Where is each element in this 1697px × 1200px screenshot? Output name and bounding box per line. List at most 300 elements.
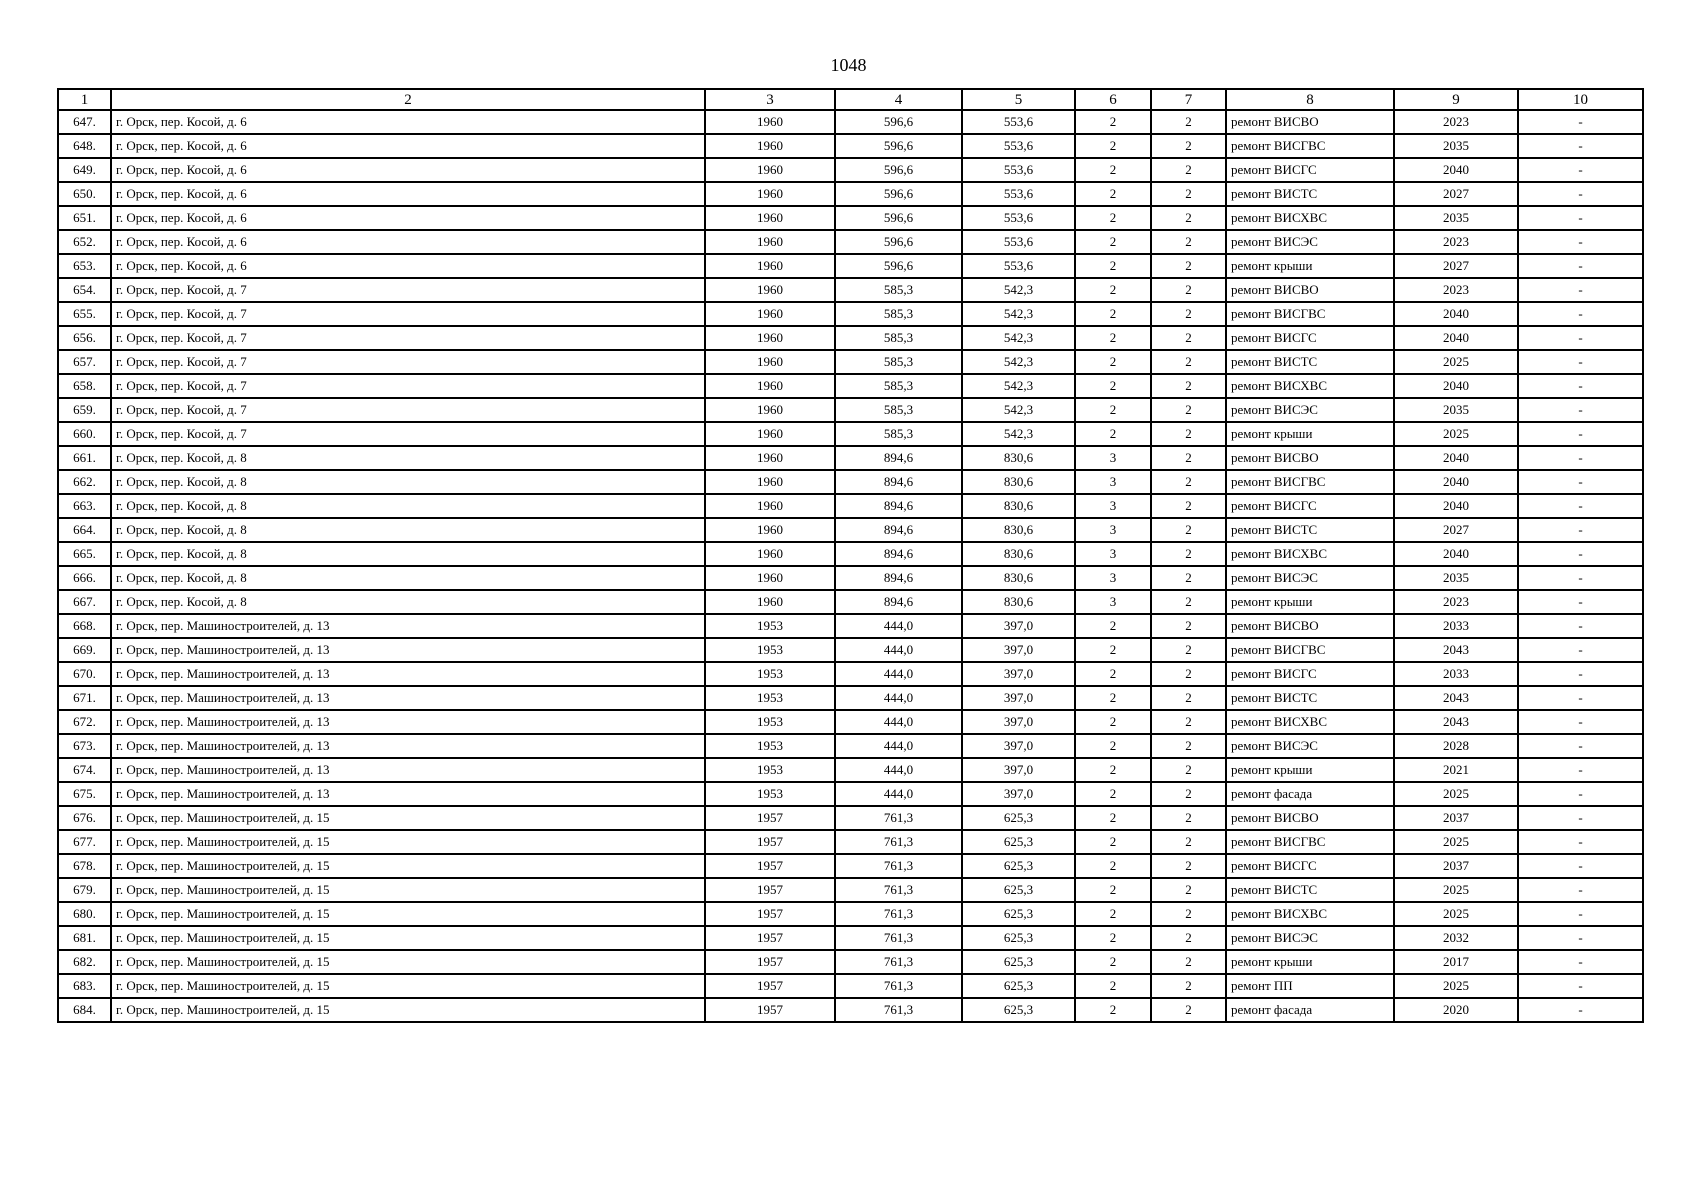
year-built-cell: 1960 [705, 302, 835, 326]
entrances-cell: 2 [1151, 878, 1226, 902]
row-number-cell: 664. [58, 518, 111, 542]
year-built-cell: 1953 [705, 734, 835, 758]
year-built-cell: 1957 [705, 950, 835, 974]
note-cell: - [1518, 878, 1643, 902]
address-cell: г. Орск, пер. Косой, д. 6 [111, 206, 705, 230]
entrances-cell: 2 [1151, 518, 1226, 542]
planned-year-cell: 2023 [1394, 278, 1518, 302]
living-area-cell: 397,0 [962, 782, 1075, 806]
floors-cell: 3 [1075, 518, 1151, 542]
entrances-cell: 2 [1151, 470, 1226, 494]
total-area-cell: 585,3 [835, 278, 962, 302]
planned-year-cell: 2023 [1394, 590, 1518, 614]
total-area-cell: 596,6 [835, 158, 962, 182]
work-type-cell: ремонт крыши [1226, 950, 1394, 974]
planned-year-cell: 2020 [1394, 998, 1518, 1022]
floors-cell: 3 [1075, 446, 1151, 470]
year-built-cell: 1957 [705, 830, 835, 854]
address-cell: г. Орск, пер. Машиностроителей, д. 15 [111, 926, 705, 950]
year-built-cell: 1960 [705, 374, 835, 398]
address-cell: г. Орск, пер. Косой, д. 6 [111, 158, 705, 182]
column-header: 1 [58, 89, 111, 110]
work-type-cell: ремонт ВИСГВС [1226, 302, 1394, 326]
work-type-cell: ремонт фасада [1226, 998, 1394, 1022]
address-cell: г. Орск, пер. Косой, д. 6 [111, 182, 705, 206]
row-number-cell: 655. [58, 302, 111, 326]
entrances-cell: 2 [1151, 326, 1226, 350]
floors-cell: 2 [1075, 182, 1151, 206]
total-area-cell: 596,6 [835, 182, 962, 206]
living-area-cell: 542,3 [962, 302, 1075, 326]
work-type-cell: ремонт ВИСГС [1226, 854, 1394, 878]
address-cell: г. Орск, пер. Косой, д. 6 [111, 110, 705, 134]
total-area-cell: 596,6 [835, 134, 962, 158]
planned-year-cell: 2027 [1394, 518, 1518, 542]
living-area-cell: 830,6 [962, 566, 1075, 590]
address-cell: г. Орск, пер. Машиностроителей, д. 15 [111, 998, 705, 1022]
address-cell: г. Орск, пер. Машиностроителей, д. 15 [111, 950, 705, 974]
year-built-cell: 1960 [705, 158, 835, 182]
total-area-cell: 894,6 [835, 566, 962, 590]
entrances-cell: 2 [1151, 998, 1226, 1022]
note-cell: - [1518, 782, 1643, 806]
floors-cell: 2 [1075, 806, 1151, 830]
work-type-cell: ремонт ВИСТС [1226, 686, 1394, 710]
work-type-cell: ремонт ВИСЭС [1226, 734, 1394, 758]
column-header: 8 [1226, 89, 1394, 110]
work-type-cell: ремонт ВИСГВС [1226, 638, 1394, 662]
year-built-cell: 1960 [705, 278, 835, 302]
row-number-cell: 667. [58, 590, 111, 614]
year-built-cell: 1957 [705, 998, 835, 1022]
table-row [58, 494, 1643, 518]
total-area-cell: 761,3 [835, 950, 962, 974]
year-built-cell: 1960 [705, 566, 835, 590]
total-area-cell: 761,3 [835, 902, 962, 926]
note-cell: - [1518, 206, 1643, 230]
row-number-cell: 657. [58, 350, 111, 374]
column-header: 5 [962, 89, 1075, 110]
total-area-cell: 761,3 [835, 806, 962, 830]
floors-cell: 2 [1075, 638, 1151, 662]
row-number-cell: 654. [58, 278, 111, 302]
planned-year-cell: 2033 [1394, 614, 1518, 638]
entrances-cell: 2 [1151, 110, 1226, 134]
address-cell: г. Орск, пер. Косой, д. 8 [111, 566, 705, 590]
entrances-cell: 2 [1151, 614, 1226, 638]
note-cell: - [1518, 422, 1643, 446]
work-type-cell: ремонт крыши [1226, 254, 1394, 278]
work-type-cell: ремонт ПП [1226, 974, 1394, 998]
planned-year-cell: 2035 [1394, 566, 1518, 590]
entrances-cell: 2 [1151, 950, 1226, 974]
year-built-cell: 1960 [705, 590, 835, 614]
floors-cell: 2 [1075, 134, 1151, 158]
floors-cell: 2 [1075, 662, 1151, 686]
total-area-cell: 444,0 [835, 758, 962, 782]
table-row [58, 542, 1643, 566]
year-built-cell: 1960 [705, 110, 835, 134]
year-built-cell: 1953 [705, 614, 835, 638]
year-built-cell: 1960 [705, 206, 835, 230]
total-area-cell: 444,0 [835, 782, 962, 806]
total-area-cell: 585,3 [835, 374, 962, 398]
total-area-cell: 761,3 [835, 926, 962, 950]
floors-cell: 2 [1075, 950, 1151, 974]
total-area-cell: 585,3 [835, 398, 962, 422]
entrances-cell: 2 [1151, 350, 1226, 374]
column-header: 4 [835, 89, 962, 110]
floors-cell: 2 [1075, 302, 1151, 326]
planned-year-cell: 2043 [1394, 710, 1518, 734]
table-row [58, 182, 1643, 206]
note-cell: - [1518, 326, 1643, 350]
planned-year-cell: 2025 [1394, 974, 1518, 998]
work-type-cell: ремонт ВИСВО [1226, 278, 1394, 302]
planned-year-cell: 2040 [1394, 494, 1518, 518]
floors-cell: 2 [1075, 398, 1151, 422]
entrances-cell: 2 [1151, 182, 1226, 206]
floors-cell: 2 [1075, 782, 1151, 806]
planned-year-cell: 2027 [1394, 182, 1518, 206]
planned-year-cell: 2043 [1394, 638, 1518, 662]
address-cell: г. Орск, пер. Машиностроителей, д. 15 [111, 806, 705, 830]
living-area-cell: 625,3 [962, 950, 1075, 974]
row-number-cell: 663. [58, 494, 111, 518]
entrances-cell: 2 [1151, 782, 1226, 806]
entrances-cell: 2 [1151, 662, 1226, 686]
table-row [58, 998, 1643, 1022]
column-header: 2 [111, 89, 705, 110]
planned-year-cell: 2025 [1394, 902, 1518, 926]
row-number-cell: 672. [58, 710, 111, 734]
table-row [58, 566, 1643, 590]
year-built-cell: 1957 [705, 806, 835, 830]
planned-year-cell: 2032 [1394, 926, 1518, 950]
floors-cell: 3 [1075, 542, 1151, 566]
floors-cell: 2 [1075, 926, 1151, 950]
address-cell: г. Орск, пер. Косой, д. 8 [111, 542, 705, 566]
living-area-cell: 830,6 [962, 470, 1075, 494]
planned-year-cell: 2023 [1394, 110, 1518, 134]
row-number-cell: 656. [58, 326, 111, 350]
address-cell: г. Орск, пер. Косой, д. 8 [111, 590, 705, 614]
note-cell: - [1518, 734, 1643, 758]
living-area-cell: 397,0 [962, 758, 1075, 782]
work-type-cell: ремонт ВИСГС [1226, 326, 1394, 350]
living-area-cell: 625,3 [962, 974, 1075, 998]
entrances-cell: 2 [1151, 446, 1226, 470]
year-built-cell: 1957 [705, 878, 835, 902]
work-type-cell: ремонт ВИСГВС [1226, 470, 1394, 494]
row-number-cell: 677. [58, 830, 111, 854]
work-type-cell: ремонт ВИСГС [1226, 494, 1394, 518]
table-row [58, 926, 1643, 950]
floors-cell: 2 [1075, 878, 1151, 902]
work-type-cell: ремонт ВИСГВС [1226, 134, 1394, 158]
table-row [58, 950, 1643, 974]
planned-year-cell: 2043 [1394, 686, 1518, 710]
note-cell: - [1518, 110, 1643, 134]
total-area-cell: 894,6 [835, 518, 962, 542]
work-type-cell: ремонт ВИСЭС [1226, 230, 1394, 254]
work-type-cell: ремонт ВИСГС [1226, 662, 1394, 686]
work-type-cell: ремонт ВИСТС [1226, 878, 1394, 902]
table-row [58, 422, 1643, 446]
table-row [58, 974, 1643, 998]
note-cell: - [1518, 398, 1643, 422]
table-row [58, 374, 1643, 398]
floors-cell: 3 [1075, 470, 1151, 494]
work-type-cell: ремонт ВИСВО [1226, 614, 1394, 638]
living-area-cell: 553,6 [962, 254, 1075, 278]
living-area-cell: 553,6 [962, 110, 1075, 134]
address-cell: г. Орск, пер. Косой, д. 8 [111, 518, 705, 542]
planned-year-cell: 2025 [1394, 782, 1518, 806]
year-built-cell: 1960 [705, 494, 835, 518]
row-number-cell: 666. [58, 566, 111, 590]
note-cell: - [1518, 494, 1643, 518]
table-row [58, 806, 1643, 830]
work-type-cell: ремонт ВИСЭС [1226, 926, 1394, 950]
row-number-cell: 650. [58, 182, 111, 206]
entrances-cell: 2 [1151, 686, 1226, 710]
address-cell: г. Орск, пер. Косой, д. 8 [111, 470, 705, 494]
note-cell: - [1518, 566, 1643, 590]
living-area-cell: 625,3 [962, 854, 1075, 878]
planned-year-cell: 2040 [1394, 326, 1518, 350]
row-number-cell: 674. [58, 758, 111, 782]
entrances-cell: 2 [1151, 230, 1226, 254]
floors-cell: 2 [1075, 854, 1151, 878]
entrances-cell: 2 [1151, 158, 1226, 182]
table-row [58, 134, 1643, 158]
entrances-cell: 2 [1151, 206, 1226, 230]
living-area-cell: 397,0 [962, 734, 1075, 758]
floors-cell: 3 [1075, 590, 1151, 614]
column-header: 6 [1075, 89, 1151, 110]
row-number-cell: 684. [58, 998, 111, 1022]
column-header: 3 [705, 89, 835, 110]
living-area-cell: 542,3 [962, 326, 1075, 350]
table-row [58, 350, 1643, 374]
year-built-cell: 1957 [705, 854, 835, 878]
total-area-cell: 444,0 [835, 734, 962, 758]
total-area-cell: 596,6 [835, 254, 962, 278]
entrances-cell: 2 [1151, 374, 1226, 398]
entrances-cell: 2 [1151, 926, 1226, 950]
note-cell: - [1518, 230, 1643, 254]
address-cell: г. Орск, пер. Косой, д. 7 [111, 278, 705, 302]
entrances-cell: 2 [1151, 854, 1226, 878]
floors-cell: 2 [1075, 710, 1151, 734]
living-area-cell: 553,6 [962, 134, 1075, 158]
note-cell: - [1518, 158, 1643, 182]
entrances-cell: 2 [1151, 902, 1226, 926]
total-area-cell: 894,6 [835, 542, 962, 566]
living-area-cell: 625,3 [962, 878, 1075, 902]
planned-year-cell: 2025 [1394, 878, 1518, 902]
note-cell: - [1518, 662, 1643, 686]
note-cell: - [1518, 638, 1643, 662]
total-area-cell: 761,3 [835, 830, 962, 854]
table-body [58, 110, 1643, 1022]
address-cell: г. Орск, пер. Машиностроителей, д. 13 [111, 758, 705, 782]
table-row [58, 902, 1643, 926]
column-number-header-row [58, 89, 1643, 110]
total-area-cell: 761,3 [835, 998, 962, 1022]
year-built-cell: 1960 [705, 446, 835, 470]
address-cell: г. Орск, пер. Машиностроителей, д. 13 [111, 614, 705, 638]
address-cell: г. Орск, пер. Машиностроителей, д. 13 [111, 638, 705, 662]
note-cell: - [1518, 998, 1643, 1022]
table-row [58, 782, 1643, 806]
total-area-cell: 894,6 [835, 494, 962, 518]
row-number-cell: 668. [58, 614, 111, 638]
note-cell: - [1518, 254, 1643, 278]
planned-year-cell: 2035 [1394, 134, 1518, 158]
total-area-cell: 444,0 [835, 614, 962, 638]
living-area-cell: 397,0 [962, 614, 1075, 638]
table-row [58, 230, 1643, 254]
table-row [58, 734, 1643, 758]
page-number: 1048 [830, 55, 867, 75]
row-number-cell: 681. [58, 926, 111, 950]
table-row [58, 686, 1643, 710]
row-number-cell: 670. [58, 662, 111, 686]
row-number-cell: 682. [58, 950, 111, 974]
total-area-cell: 596,6 [835, 206, 962, 230]
year-built-cell: 1960 [705, 134, 835, 158]
address-cell: г. Орск, пер. Косой, д. 7 [111, 398, 705, 422]
floors-cell: 2 [1075, 422, 1151, 446]
floors-cell: 2 [1075, 974, 1151, 998]
planned-year-cell: 2040 [1394, 470, 1518, 494]
entrances-cell: 2 [1151, 806, 1226, 830]
address-cell: г. Орск, пер. Косой, д. 7 [111, 422, 705, 446]
work-type-cell: ремонт ВИСХВС [1226, 206, 1394, 230]
note-cell: - [1518, 830, 1643, 854]
year-built-cell: 1960 [705, 470, 835, 494]
floors-cell: 2 [1075, 206, 1151, 230]
total-area-cell: 761,3 [835, 878, 962, 902]
planned-year-cell: 2025 [1394, 830, 1518, 854]
living-area-cell: 625,3 [962, 998, 1075, 1022]
living-area-cell: 542,3 [962, 398, 1075, 422]
year-built-cell: 1960 [705, 542, 835, 566]
note-cell: - [1518, 182, 1643, 206]
address-cell: г. Орск, пер. Машиностроителей, д. 15 [111, 830, 705, 854]
work-type-cell: ремонт ВИСТС [1226, 182, 1394, 206]
row-number-cell: 683. [58, 974, 111, 998]
address-cell: г. Орск, пер. Косой, д. 7 [111, 350, 705, 374]
row-number-cell: 649. [58, 158, 111, 182]
planned-year-cell: 2027 [1394, 254, 1518, 278]
living-area-cell: 397,0 [962, 710, 1075, 734]
work-type-cell: ремонт ВИСВО [1226, 806, 1394, 830]
floors-cell: 2 [1075, 254, 1151, 278]
address-cell: г. Орск, пер. Машиностроителей, д. 13 [111, 686, 705, 710]
total-area-cell: 894,6 [835, 446, 962, 470]
living-area-cell: 542,3 [962, 350, 1075, 374]
work-type-cell: ремонт ВИСХВС [1226, 542, 1394, 566]
note-cell: - [1518, 542, 1643, 566]
table-row [58, 662, 1643, 686]
work-type-cell: ремонт ВИСЭС [1226, 566, 1394, 590]
total-area-cell: 444,0 [835, 638, 962, 662]
row-number-cell: 673. [58, 734, 111, 758]
year-built-cell: 1957 [705, 974, 835, 998]
total-area-cell: 585,3 [835, 302, 962, 326]
table-row [58, 302, 1643, 326]
planned-year-cell: 2037 [1394, 854, 1518, 878]
year-built-cell: 1953 [705, 638, 835, 662]
living-area-cell: 553,6 [962, 206, 1075, 230]
living-area-cell: 830,6 [962, 518, 1075, 542]
year-built-cell: 1957 [705, 902, 835, 926]
row-number-cell: 669. [58, 638, 111, 662]
planned-year-cell: 2040 [1394, 158, 1518, 182]
row-number-cell: 671. [58, 686, 111, 710]
planned-year-cell: 2040 [1394, 374, 1518, 398]
year-built-cell: 1960 [705, 182, 835, 206]
floors-cell: 2 [1075, 998, 1151, 1022]
year-built-cell: 1960 [705, 230, 835, 254]
row-number-cell: 665. [58, 542, 111, 566]
year-built-cell: 1953 [705, 710, 835, 734]
address-cell: г. Орск, пер. Косой, д. 6 [111, 230, 705, 254]
planned-year-cell: 2040 [1394, 446, 1518, 470]
year-built-cell: 1953 [705, 662, 835, 686]
total-area-cell: 444,0 [835, 662, 962, 686]
entrances-cell: 2 [1151, 734, 1226, 758]
address-cell: г. Орск, пер. Машиностроителей, д. 15 [111, 974, 705, 998]
address-cell: г. Орск, пер. Косой, д. 8 [111, 446, 705, 470]
living-area-cell: 830,6 [962, 494, 1075, 518]
note-cell: - [1518, 302, 1643, 326]
table-row [58, 206, 1643, 230]
planned-year-cell: 2040 [1394, 542, 1518, 566]
living-area-cell: 397,0 [962, 662, 1075, 686]
entrances-cell: 2 [1151, 278, 1226, 302]
total-area-cell: 596,6 [835, 230, 962, 254]
living-area-cell: 830,6 [962, 446, 1075, 470]
floors-cell: 2 [1075, 758, 1151, 782]
work-type-cell: ремонт ВИСХВС [1226, 710, 1394, 734]
year-built-cell: 1960 [705, 326, 835, 350]
planned-year-cell: 2017 [1394, 950, 1518, 974]
note-cell: - [1518, 374, 1643, 398]
total-area-cell: 596,6 [835, 110, 962, 134]
entrances-cell: 2 [1151, 566, 1226, 590]
year-built-cell: 1960 [705, 518, 835, 542]
note-cell: - [1518, 470, 1643, 494]
note-cell: - [1518, 758, 1643, 782]
table-row [58, 470, 1643, 494]
entrances-cell: 2 [1151, 422, 1226, 446]
planned-year-cell: 2021 [1394, 758, 1518, 782]
table-row [58, 758, 1643, 782]
note-cell: - [1518, 590, 1643, 614]
entrances-cell: 2 [1151, 254, 1226, 278]
note-cell: - [1518, 278, 1643, 302]
table-row [58, 158, 1643, 182]
floors-cell: 2 [1075, 734, 1151, 758]
planned-year-cell: 2025 [1394, 350, 1518, 374]
floors-cell: 2 [1075, 158, 1151, 182]
note-cell: - [1518, 686, 1643, 710]
floors-cell: 2 [1075, 350, 1151, 374]
